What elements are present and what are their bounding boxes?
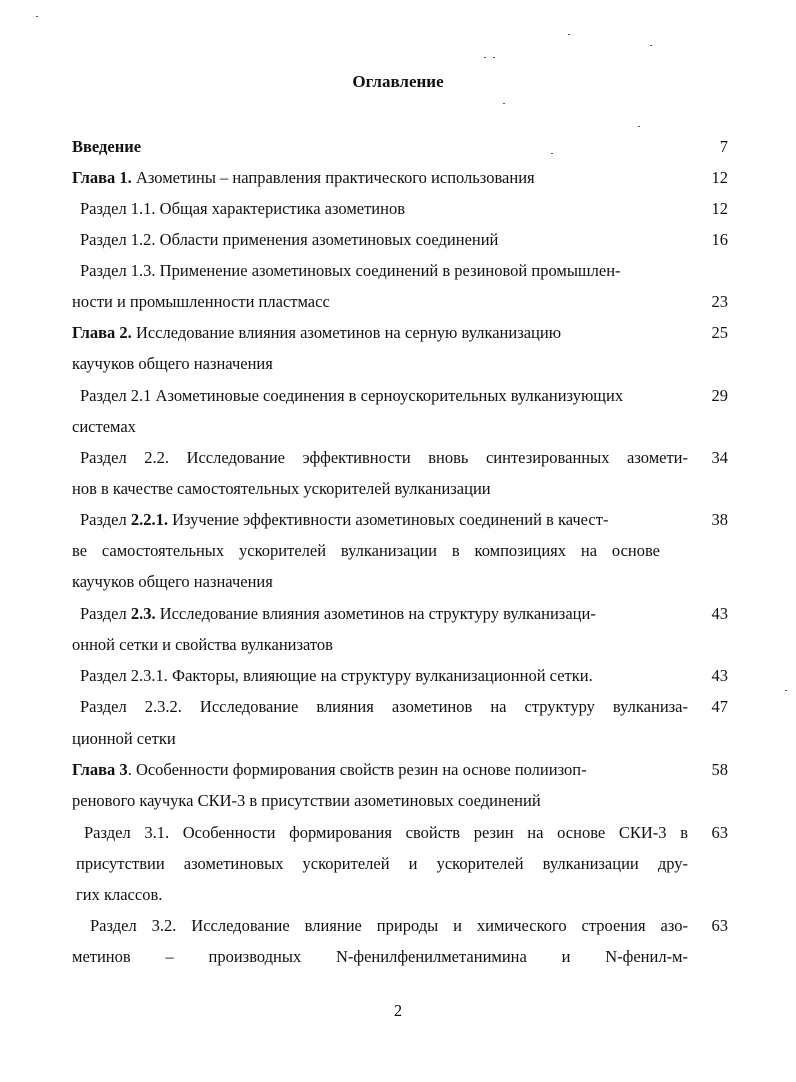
toc-entry-section-1-2: Раздел 1.2. Области применения азометиновых соединений (80, 230, 499, 249)
toc-entry-section-2-3-cont: онной сетки и свойства вулканизатов (72, 635, 333, 654)
chapter-label: Глава 1. (72, 168, 132, 187)
scan-speck (568, 34, 570, 35)
toc-page-section-2-2: 34 (711, 448, 728, 467)
chapter-title: Исследование влияния азометинов на серную вулканизацию (135, 323, 562, 342)
toc-entry-section-2-3 (80, 604, 690, 624)
toc-entry-section-2-2-cont: нов в качестве самостоятельных ускорителей вулканизации (72, 479, 491, 498)
section-prefix: Раздел (80, 510, 127, 529)
scan-speck (638, 126, 640, 127)
toc-entry-chapter-2-cont: каучуков общего назначения (72, 354, 273, 373)
chapter-title: . Особенности формирования свойств резин на основе полиизоп- (127, 760, 587, 779)
scan-speck (650, 45, 652, 46)
toc-entry-chapter-2 (72, 323, 561, 343)
toc-entry-section-1-3: Раздел 1.3. Применение азометиновых соединений в резиновой промышлен- (80, 261, 621, 280)
scan-speck (493, 57, 495, 58)
scan-speck (484, 57, 486, 58)
section-title: Исследование влияния азометинов на структуру вулканизаци- (159, 604, 596, 623)
toc-page-section-1-1: 12 (711, 199, 728, 218)
toc-entry-chapter-3-cont: ренового каучука СКИ-3 в присутствии азометиновых соединений (72, 791, 541, 810)
scan-speck (503, 103, 505, 104)
toc-entry-section-3-2-cont: метинов – производных N-фенилфенилметанимина и N-фенил-м- (72, 947, 688, 966)
section-title: Изучение эффективности азометиновых соединений в качест- (172, 510, 609, 529)
toc-page-intro: 7 (719, 137, 728, 156)
toc-entry-section-2-2-1-cont2: каучуков общего назначения (72, 572, 273, 591)
toc-entry-section-2-3-2: Раздел 2.3.2. Исследование влияния азометинов на структуру вулканиза- (80, 697, 688, 716)
toc-entry-section-3-2: Раздел 3.2. Исследование влияние природы и химического строения азо- (90, 916, 688, 935)
chapter-label: Глава 3 (72, 760, 128, 779)
toc-entry-section-1-1: Раздел 1.1. Общая характеристика азометинов (80, 199, 406, 218)
toc-entry-chapter-3 (72, 760, 587, 780)
section-prefix: Раздел (80, 604, 127, 623)
toc-entry-section-2-2-1-cont: ве самостоятельных ускорителей вулканизации в композициях на основе (72, 541, 660, 560)
toc-entry-section-3-1: Раздел 3.1. Особенности формирования свойств резин на основе СКИ-3 в (84, 823, 688, 842)
scan-speck (36, 16, 38, 17)
toc-page-section-2-2-1: 38 (711, 510, 728, 529)
section-number: 2.2.1. (130, 510, 168, 529)
section-number: 2.3. (130, 604, 156, 623)
chapter-title: Азометины – направления практического использования (135, 168, 535, 187)
scan-speck (551, 153, 553, 154)
toc-page-section-3-2: 63 (711, 916, 728, 935)
toc-page-chapter-3: 58 (711, 760, 728, 779)
toc-page-section-2-3: 43 (711, 604, 728, 623)
toc-page-section-1-2: 16 (711, 230, 728, 249)
toc-entry-section-3-1-cont: присутствии азометиновых ускорителей и ускорителей вулканизации дру- (76, 854, 688, 873)
toc-page-chapter-2: 25 (711, 323, 728, 342)
toc-page-chapter-1: 12 (711, 168, 728, 187)
toc-page-section-2-1: 29 (711, 386, 728, 405)
toc-entry-section-1-3-cont: ности и промышленности пластмасс (72, 292, 330, 311)
toc-entry-section-2-1: Раздел 2.1 Азометиновые соединения в серноускорительных вулканизующих (80, 386, 624, 405)
toc-page-section-2-3-1: 43 (711, 666, 728, 685)
toc-page-section-1-3: 23 (711, 292, 728, 311)
chapter-label: Глава 2. (72, 323, 132, 342)
toc-entry-intro: Введение (72, 137, 142, 156)
toc-entry-section-2-3-1: Раздел 2.3.1. Факторы, влияющие на структуру вулканизационной сетки. (80, 666, 593, 685)
toc-entry-section-2-1-cont: системах (72, 417, 136, 436)
page-number: 2 (393, 1001, 403, 1020)
page-title: Оглавление (352, 72, 444, 91)
toc-entry-section-2-2-1 (80, 510, 690, 530)
toc-entry-chapter-1 (72, 168, 535, 188)
toc-page-section-2-3-2: 47 (711, 697, 728, 716)
scan-speck (785, 690, 787, 691)
toc-entry-section-2-3-2-cont: ционной сетки (72, 729, 176, 748)
toc-entry-section-3-1-cont2: гих классов. (76, 885, 163, 904)
toc-page-section-3-1: 63 (711, 823, 728, 842)
toc-entry-section-2-2: Раздел 2.2. Исследование эффективности вновь синтезированных азомети- (80, 448, 688, 467)
